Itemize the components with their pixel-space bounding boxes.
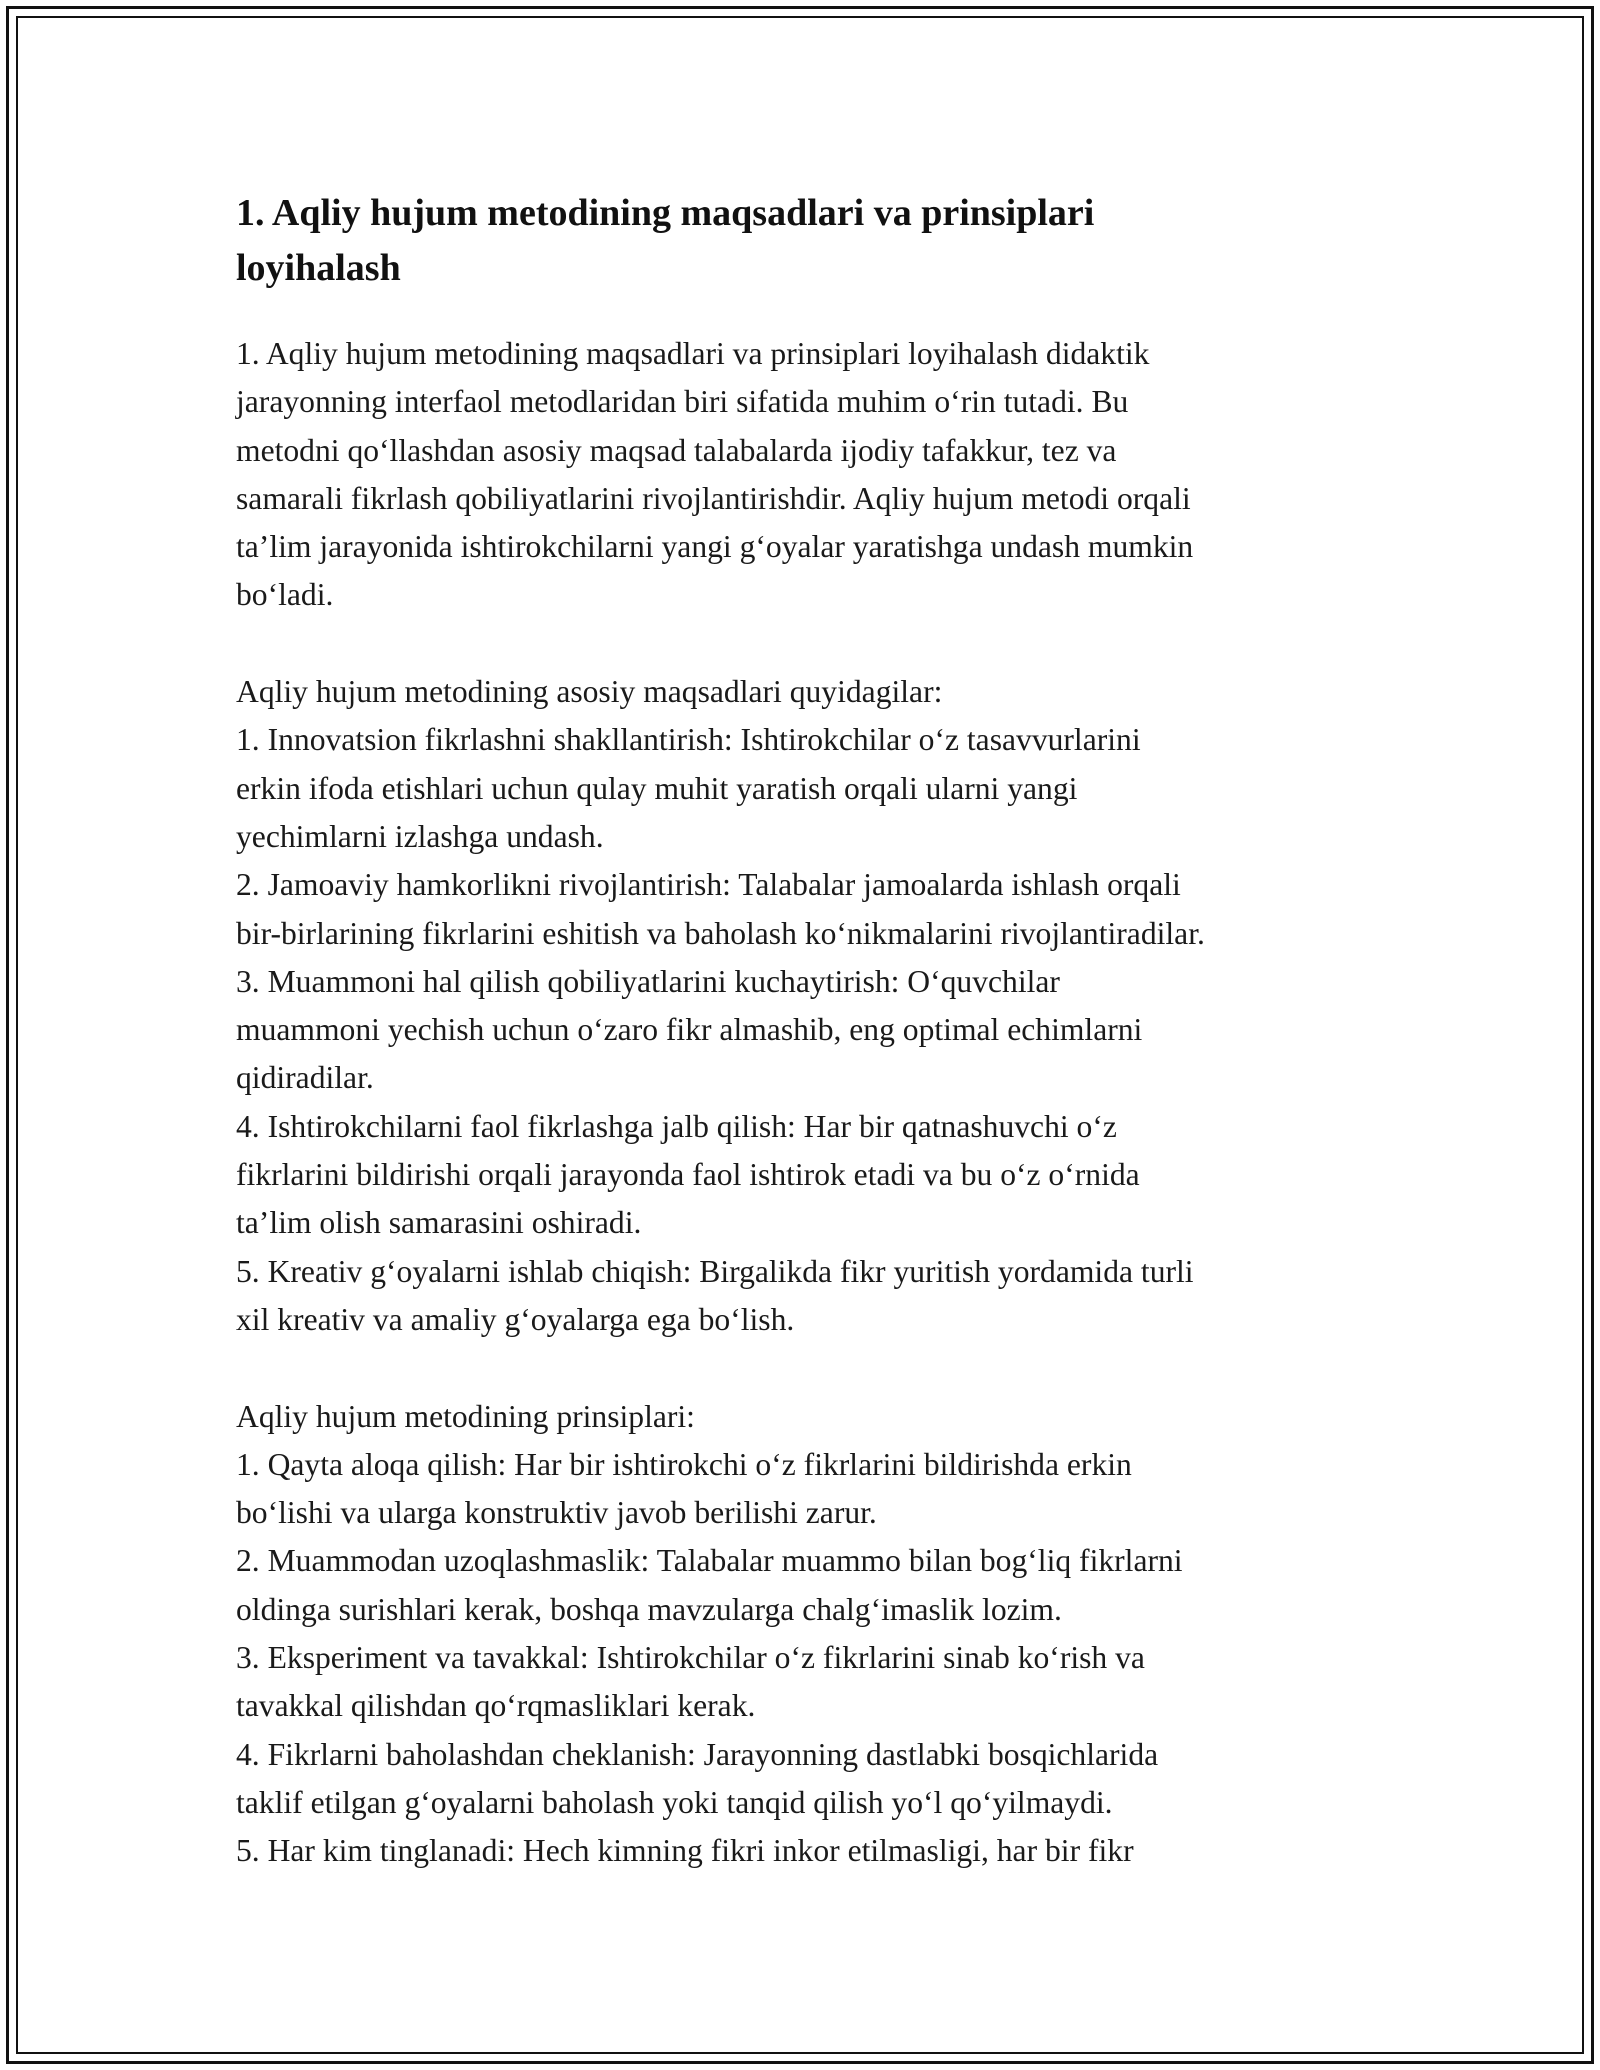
title-line: loyihalash [236, 247, 401, 289]
goals-heading: Aqliy hujum metodining asosiy maqsadlari quyidagilar: [236, 674, 943, 710]
text-line: fikrlarini bildirishi orqali jarayonda faol ishtirok etadi va bu o‘z o‘rnida [236, 1157, 1140, 1193]
text-line: qidiradilar. [236, 1060, 374, 1096]
text-line: 4. Fikrlarni baholashdan cheklanish: Jarayonning dastlabki bosqichlarida [236, 1736, 1159, 1772]
principles-section [236, 1393, 1376, 1876]
principles-heading: Aqliy hujum metodining prinsiplari: [236, 1398, 695, 1434]
paragraph-gap [236, 1344, 1376, 1392]
intro-paragraph [236, 330, 1376, 620]
text-line: jarayonning interfaol metodlaridan biri sifatida muhim o‘rin tutadi. Bu [236, 384, 1129, 420]
text-line: tavakkal qilishdan qo‘rqmasliklari kerak. [236, 1688, 756, 1724]
text-line: 1. Qayta aloqa qilish: Har bir ishtirokchi o‘z fikrlarini bildirishda erkin [236, 1446, 1132, 1482]
document-title [236, 186, 1376, 296]
text-line: bo‘lishi va ularga konstruktiv javob berilishi zarur. [236, 1495, 877, 1531]
text-line: bo‘ladi. [236, 577, 334, 613]
title-line: 1. Aqliy hujum metodining maqsadlari va prinsiplari [236, 192, 1095, 234]
text-line: ta’lim jarayonida ishtirokchilarni yangi g‘oyalar yaratishga undash mumkin [236, 529, 1194, 565]
text-line: oldinga surishlari kerak, boshqa mavzularga chalg‘imaslik lozim. [236, 1591, 1062, 1627]
text-line: ta’lim olish samarasini oshiradi. [236, 1205, 642, 1241]
text-line: samarali fikrlash qobiliyatlarini rivojlantirishdir. Aqliy hujum metodi orqali [236, 480, 1191, 516]
text-line: bir-birlarining fikrlarini eshitish va baholash ko‘nikmalarini rivojlantiradilar. [236, 915, 1205, 951]
text-line: taklif etilgan g‘oyalarni baholash yoki tanqid qilish yo‘l qo‘yilmaydi. [236, 1784, 1113, 1820]
paragraph-gap [236, 620, 1376, 668]
text-line: 2. Jamoaviy hamkorlikni rivojlantirish: Talabalar jamoalarda ishlash orqali [236, 867, 1181, 903]
text-line: 5. Kreativ g‘oyalarni ishlab chiqish: Birgalikda fikr yuritish yordamida turli [236, 1253, 1194, 1289]
text-line: 5. Har kim tinglanadi: Hech kimning fikri inkor etilmasligi, har bir fikr [236, 1833, 1134, 1869]
text-line: 1. Aqliy hujum metodining maqsadlari va prinsiplari loyihalash didaktik [236, 336, 1150, 371]
text-line: 3. Eksperiment va tavakkal: Ishtirokchilar o‘z fikrlarini sinab ko‘rish va [236, 1640, 1145, 1676]
goals-section [236, 668, 1376, 1344]
text-line: 2. Muammodan uzoqlashmaslik: Talabalar muammo bilan bog‘liq fikrlarni [236, 1543, 1183, 1579]
text-line: metodni qo‘llashdan asosiy maqsad talabalarda ijodiy tafakkur, tez va [236, 432, 1117, 468]
text-line: 3. Muammoni hal qilish qobiliyatlarini kuchaytirish: O‘quvchilar [236, 963, 1060, 999]
text-line: erkin ifoda etishlari uchun qulay muhit yaratish orqali ularni yangi [236, 770, 1078, 806]
text-line: xil kreativ va amaliy g‘oyalarga ega bo‘lish. [236, 1301, 795, 1337]
document-body [236, 186, 1376, 1876]
text-line: 4. Ishtirokchilarni faol fikrlashga jalb qilish: Har bir qatnashuvchi o‘z [236, 1108, 1117, 1144]
text-line: 1. Innovatsion fikrlashni shakllantirish: Ishtirokchilar o‘z tasavvurlarini [236, 722, 1141, 758]
text-line: yechimlarni izlashga undash. [236, 818, 604, 854]
text-line: muammoni yechish uchun o‘zaro fikr almashib, eng optimal echimlarni [236, 1012, 1143, 1048]
